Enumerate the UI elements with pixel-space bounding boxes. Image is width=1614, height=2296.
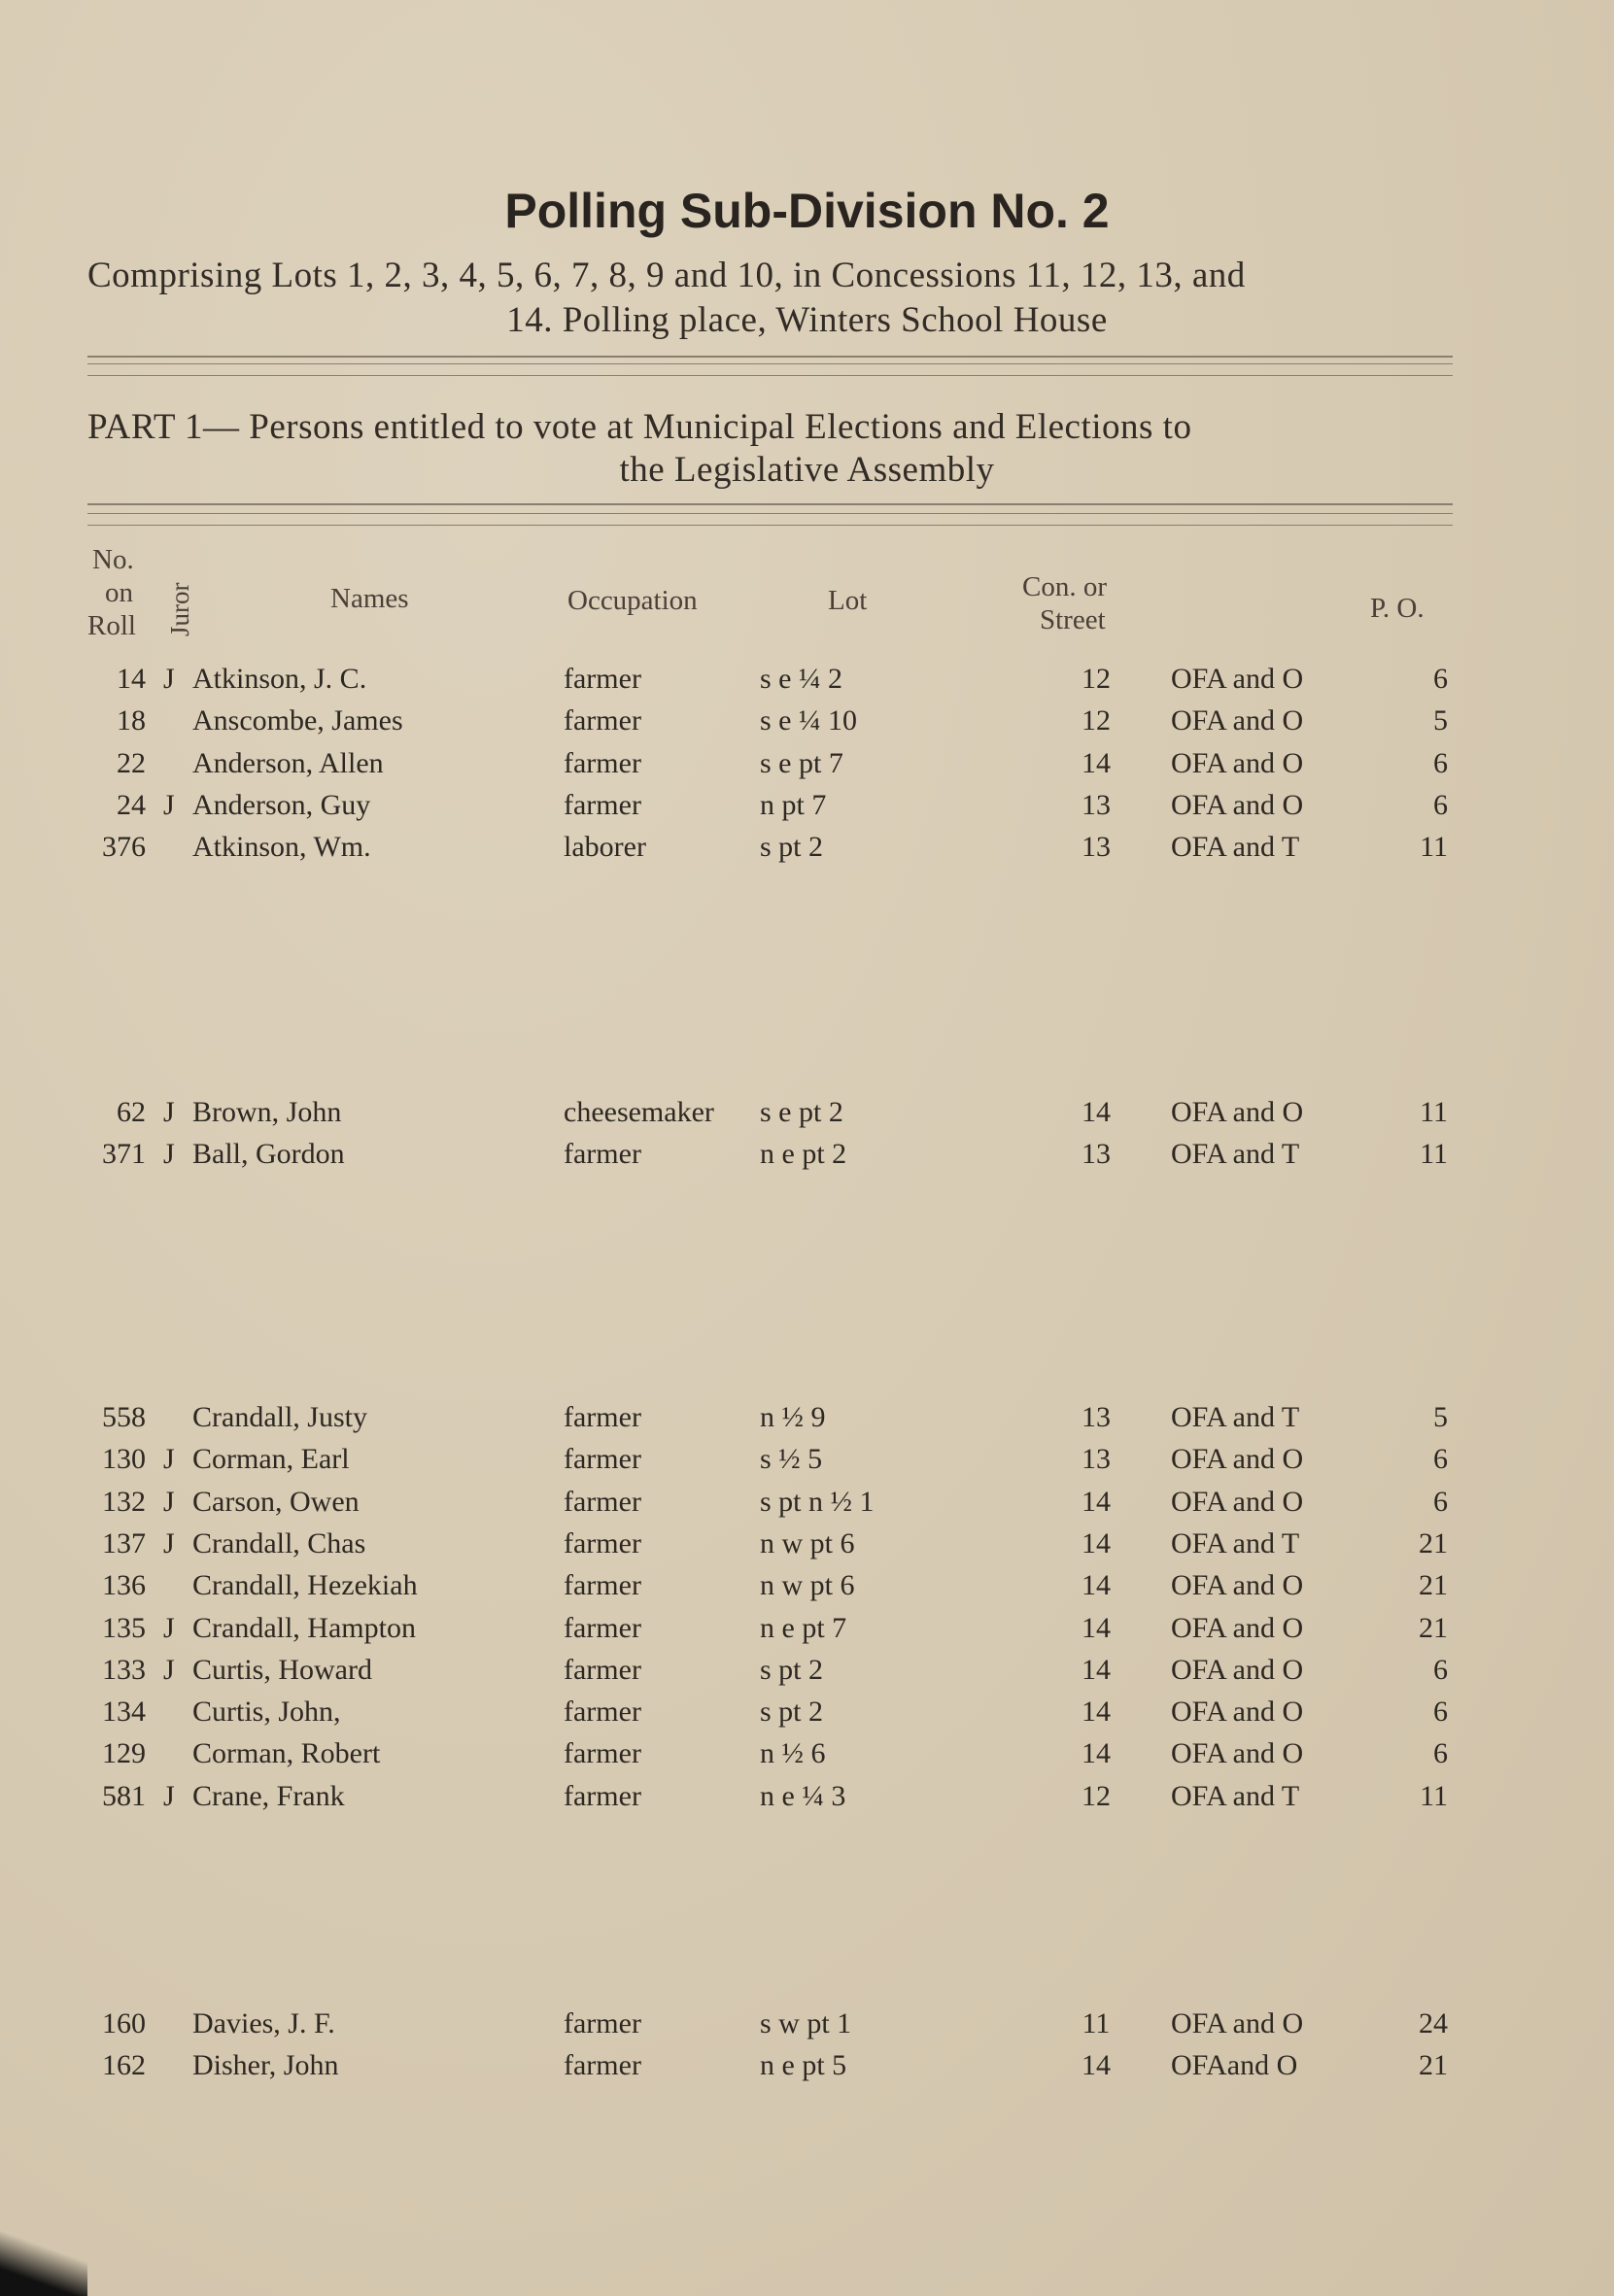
concession: 14	[1082, 746, 1111, 779]
status: OFA and O	[1171, 1096, 1304, 1128]
subtitle-line-1: Comprising Lots 1, 2, 3, 4, 5, 6, 7, 8, 9 and 10, in Concessions 11, 12, 13, and	[87, 256, 1246, 295]
occupation: farmer	[564, 1526, 641, 1559]
divider-rule	[87, 503, 1453, 505]
post-office: 11	[1420, 1138, 1448, 1171]
lot: n e pt 7	[760, 1611, 847, 1644]
juror-mark: J	[163, 1096, 175, 1128]
roll-number: 133	[102, 1653, 146, 1686]
occupation: farmer	[564, 704, 641, 737]
voter-name: Crandall, Hezekiah	[192, 1569, 418, 1602]
status: OFA and T	[1171, 1138, 1300, 1171]
occupation: farmer	[564, 1401, 641, 1433]
juror-mark: J	[163, 1611, 175, 1644]
roll-number: 558	[102, 1401, 146, 1433]
post-office: 6	[1433, 1737, 1448, 1770]
header-street: Street	[1040, 604, 1106, 635]
divider-rule	[87, 513, 1453, 514]
status: OFA and O	[1171, 1737, 1304, 1770]
juror-mark: J	[163, 1443, 175, 1476]
post-office: 6	[1433, 1696, 1448, 1729]
table-row	[0, 747, 1614, 786]
occupation: farmer	[564, 1485, 641, 1518]
post-office: 5	[1433, 704, 1448, 737]
voter-name: Curtis, John,	[192, 1696, 341, 1729]
occupation: farmer	[564, 1653, 641, 1686]
header-juror: Juror	[165, 582, 194, 636]
voter-name: Carson, Owen	[192, 1485, 360, 1518]
concession: 12	[1082, 663, 1111, 695]
post-office: 21	[1419, 1611, 1448, 1644]
divider-rule	[87, 525, 1453, 526]
status: OFA and T	[1171, 1526, 1300, 1559]
lot: n pt 7	[760, 788, 827, 821]
post-office: 6	[1433, 1653, 1448, 1686]
occupation: farmer	[564, 746, 641, 779]
header-lot: Lot	[828, 585, 868, 616]
lot: n ½ 6	[760, 1737, 826, 1770]
table-row	[0, 1527, 1614, 1566]
voter-name: Crandall, Chas	[192, 1526, 366, 1559]
page-title: Polling Sub-Division No. 2	[504, 184, 1110, 238]
roll-number: 14	[117, 663, 146, 695]
lot: s e ¼ 10	[760, 704, 857, 737]
voter-name: Corman, Earl	[192, 1443, 350, 1476]
lot: s e pt 7	[760, 746, 843, 779]
status: OFA and O	[1171, 2007, 1304, 2039]
voter-name: Corman, Robert	[192, 1737, 381, 1770]
occupation: farmer	[564, 1737, 641, 1770]
table-row	[0, 2007, 1614, 2046]
header-con: Con. or	[1022, 571, 1107, 602]
roll-number: 160	[102, 2007, 146, 2039]
lot: s e pt 2	[760, 1096, 843, 1128]
roll-number: 22	[117, 746, 146, 779]
lot: n ½ 9	[760, 1401, 826, 1433]
post-office: 21	[1419, 1569, 1448, 1602]
voter-name: Anderson, Allen	[192, 746, 384, 779]
voter-name: Brown, John	[192, 1096, 342, 1128]
table-row	[0, 789, 1614, 828]
post-office: 6	[1433, 663, 1448, 695]
status: OFA and O	[1171, 1443, 1304, 1476]
voter-name: Crane, Frank	[192, 1779, 345, 1812]
status: OFAand O	[1171, 2049, 1298, 2082]
status: OFA and O	[1171, 704, 1304, 737]
status: OFA and T	[1171, 1401, 1300, 1433]
lot: s w pt 1	[760, 2007, 852, 2039]
post-office: 6	[1433, 1485, 1448, 1518]
lot: s e ¼ 2	[760, 663, 842, 695]
concession: 11	[1082, 2007, 1111, 2039]
concession: 14	[1082, 1737, 1111, 1770]
header-po: P. O.	[1370, 593, 1425, 624]
occupation: laborer	[564, 831, 646, 864]
roll-number: 130	[102, 1443, 146, 1476]
table-row	[0, 1612, 1614, 1651]
concession: 14	[1082, 1696, 1111, 1729]
concession: 13	[1082, 1443, 1111, 1476]
concession: 14	[1082, 1611, 1111, 1644]
table-row	[0, 1443, 1614, 1482]
status: OFA and O	[1171, 1696, 1304, 1729]
roll-number: 581	[102, 1779, 146, 1812]
post-office: 6	[1433, 788, 1448, 821]
occupation: farmer	[564, 788, 641, 821]
roll-number: 135	[102, 1611, 146, 1644]
lot: s pt 2	[760, 1696, 824, 1729]
table-row	[0, 2049, 1614, 2088]
roll-number: 132	[102, 1485, 146, 1518]
table-row	[0, 704, 1614, 743]
roll-number: 62	[117, 1096, 146, 1128]
status: OFA and O	[1171, 1485, 1304, 1518]
header-names: Names	[330, 583, 409, 614]
status: OFA and O	[1171, 1569, 1304, 1602]
concession: 14	[1082, 1096, 1111, 1128]
post-office: 5	[1433, 1401, 1448, 1433]
header-on: on	[105, 577, 133, 608]
concession: 12	[1082, 704, 1111, 737]
table-row	[0, 1780, 1614, 1819]
roll-number: 376	[102, 831, 146, 864]
table-row	[0, 1401, 1614, 1440]
post-office: 6	[1433, 746, 1448, 779]
table-row	[0, 663, 1614, 702]
voter-name: Anderson, Guy	[192, 788, 371, 821]
voter-name: Curtis, Howard	[192, 1653, 372, 1686]
table-row	[0, 1696, 1614, 1734]
divider-rule	[87, 363, 1453, 364]
status: OFA and O	[1171, 788, 1304, 821]
concession: 14	[1082, 2049, 1111, 2082]
status: OFA and T	[1171, 831, 1300, 864]
table-row	[0, 1737, 1614, 1776]
roll-number: 136	[102, 1569, 146, 1602]
post-office: 21	[1419, 1526, 1448, 1559]
header-roll: Roll	[87, 610, 136, 641]
post-office: 11	[1420, 831, 1448, 864]
roll-number: 162	[102, 2049, 146, 2082]
concession: 14	[1082, 1569, 1111, 1602]
divider-rule	[87, 356, 1453, 358]
voter-name: Crandall, Justy	[192, 1401, 367, 1433]
voter-name: Atkinson, Wm.	[192, 831, 371, 864]
lot: s pt n ½ 1	[760, 1485, 875, 1518]
concession: 14	[1082, 1526, 1111, 1559]
occupation: farmer	[564, 2049, 641, 2082]
occupation: farmer	[564, 1569, 641, 1602]
status: OFA and T	[1171, 1779, 1300, 1812]
table-row	[0, 1654, 1614, 1693]
juror-mark: J	[163, 788, 175, 821]
juror-mark: J	[163, 1485, 175, 1518]
post-office: 11	[1420, 1779, 1448, 1812]
lot: n e ¼ 3	[760, 1779, 846, 1812]
lot: n w pt 6	[760, 1526, 855, 1559]
lot: n e pt 5	[760, 2049, 847, 2082]
occupation: farmer	[564, 1443, 641, 1476]
table-row	[0, 831, 1614, 870]
voter-name: Ball, Gordon	[192, 1138, 345, 1171]
juror-mark: J	[163, 1653, 175, 1686]
status: OFA and O	[1171, 1611, 1304, 1644]
header-occupation: Occupation	[567, 585, 698, 616]
post-office: 11	[1420, 1096, 1448, 1128]
voter-name: Disher, John	[192, 2049, 339, 2082]
part-heading-line-1: PART 1— Persons entitled to vote at Municipal Elections and Elections to	[87, 407, 1192, 447]
concession: 12	[1082, 1779, 1111, 1812]
table-row	[0, 1138, 1614, 1177]
table-row	[0, 1569, 1614, 1608]
concession: 13	[1082, 788, 1111, 821]
occupation: farmer	[564, 1611, 641, 1644]
roll-number: 371	[102, 1138, 146, 1171]
lot: s ½ 5	[760, 1443, 823, 1476]
juror-mark: J	[163, 1138, 175, 1171]
voter-name: Crandall, Hampton	[192, 1611, 416, 1644]
concession: 13	[1082, 1401, 1111, 1433]
divider-rule	[87, 375, 1453, 376]
voter-name: Anscombe, James	[192, 704, 403, 737]
lot: s pt 2	[760, 1653, 824, 1686]
occupation: farmer	[564, 1779, 641, 1812]
table-row	[0, 1096, 1614, 1135]
concession: 14	[1082, 1485, 1111, 1518]
juror-mark: J	[163, 663, 175, 695]
voter-name: Atkinson, J. C.	[192, 663, 367, 695]
concession: 13	[1082, 1138, 1111, 1171]
subtitle-line-2: 14. Polling place, Winters School House	[506, 300, 1108, 340]
status: OFA and O	[1171, 1653, 1304, 1686]
status: OFA and O	[1171, 663, 1304, 695]
part-heading-line-2: the Legislative Assembly	[619, 450, 995, 490]
concession: 14	[1082, 1653, 1111, 1686]
occupation: farmer	[564, 2007, 641, 2039]
roll-number: 134	[102, 1696, 146, 1729]
occupation: farmer	[564, 1138, 641, 1171]
header-no: No.	[92, 544, 134, 575]
lot: n w pt 6	[760, 1569, 855, 1602]
roll-number: 24	[117, 788, 146, 821]
table-row	[0, 1486, 1614, 1525]
status: OFA and O	[1171, 746, 1304, 779]
occupation: cheesemaker	[564, 1096, 714, 1128]
post-office: 6	[1433, 1443, 1448, 1476]
post-office: 21	[1419, 2049, 1448, 2082]
occupation: farmer	[564, 1696, 641, 1729]
lot: s pt 2	[760, 831, 824, 864]
post-office: 24	[1419, 2007, 1448, 2039]
lot: n e pt 2	[760, 1138, 847, 1171]
occupation: farmer	[564, 663, 641, 695]
roll-number: 18	[117, 704, 146, 737]
page-corner-shadow	[0, 2218, 87, 2296]
voter-name: Davies, J. F.	[192, 2007, 335, 2039]
juror-mark: J	[163, 1779, 175, 1812]
roll-number: 137	[102, 1526, 146, 1559]
juror-mark: J	[163, 1526, 175, 1559]
concession: 13	[1082, 831, 1111, 864]
roll-number: 129	[102, 1737, 146, 1770]
